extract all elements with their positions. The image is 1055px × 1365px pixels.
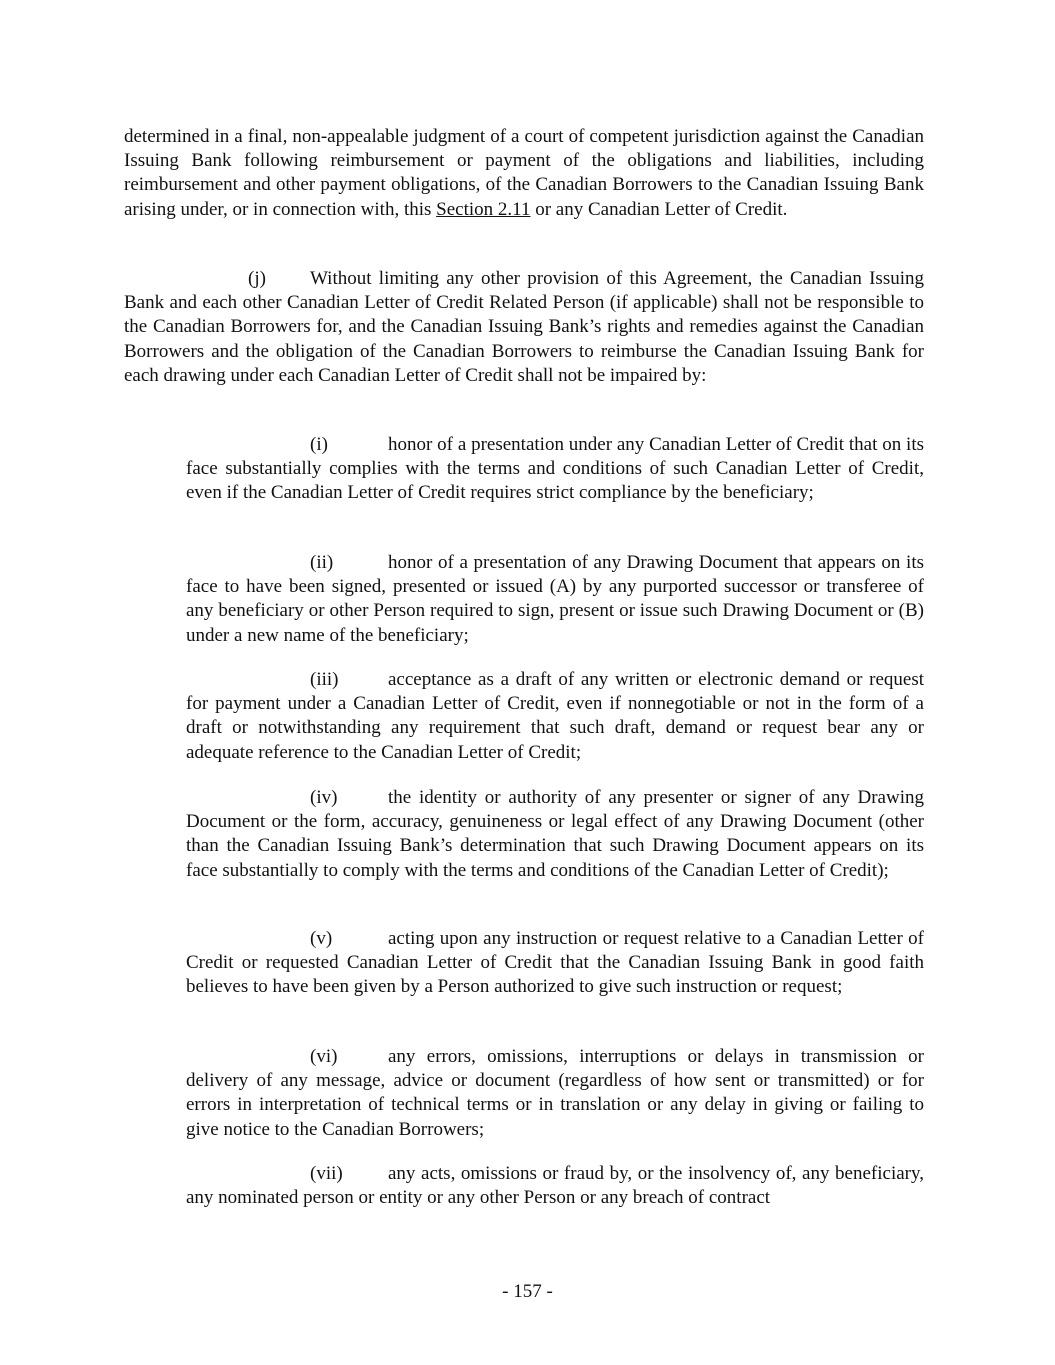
continuation-paragraph	[124, 125, 924, 222]
section-reference-link: Section 2.11	[436, 198, 531, 220]
subclause-text: any errors, omissions, interruptions or delays in transmission or delivery of any message, advice or document (regardless of how sent or transmitted) or for errors in interpretation of technical terms or in translation or any delay in giving or failing to give notice to the Canadian Borrowers;	[186, 1046, 924, 1140]
subclause-text: the identity or authority of any presenter or signer of any Drawing Document or the form, accuracy, genuineness or legal effect of any Drawing Document (other than the Canadian Issuing Bank’s determination that such Drawing Document appears on its face substantially to comply with the terms and conditions of the Canadian Letter of Credit);	[186, 787, 924, 881]
subclause-text: honor of a presentation under any Canadian Letter of Credit that on its face substantially complies with the terms and conditions of such Canadian Letter of Credit, even if the Canadian Letter of Credit requires strict compliance by the beneficiary;	[186, 434, 924, 504]
subclause-marker: (iii)	[310, 669, 339, 690]
subclause-marker: (vii)	[310, 1163, 343, 1184]
continuation-text-after: or any Canadian Letter of Credit.	[530, 198, 788, 220]
subclause-text: any acts, omissions or fraud by, or the insolvency of, any beneficiary, any nominated person or entity or any other Person or any breach of contract	[186, 1163, 924, 1209]
subclause-marker: (ii)	[310, 552, 334, 573]
page-number: - 157 -	[502, 1281, 553, 1302]
subclause-marker: (iv)	[310, 787, 338, 808]
subclause-text: honor of a presentation of any Drawing Document that appears on its face to have been signed, presented or issued (A) by any purported successor or transferee of any beneficiary or other Person required to sign, present or issue such Drawing Document or (B) under a new name of the beneficiary;	[186, 552, 924, 646]
clause-text: Without limiting any other provision of this Agreement, the Canadian Issuing Bank and each other Canadian Letter of Credit Related Person (if applicable) shall not be responsible to the Canadian Borrowers for, and the Canadian Issuing Bank’s rights and remedies against the Canadian Borrowers and the obligation of the Canadian Borrowers to reimburse the Canadian Issuing Bank for each drawing under each Canadian Letter of Credit shall not be impaired by:	[124, 268, 924, 386]
subclause-text: acting upon any instruction or request relative to a Canadian Letter of Credit or requested Canadian Letter of Credit that the Canadian Issuing Bank in good faith believes to have been given by a Person authorized to give such instruction or request;	[186, 928, 924, 998]
subclause-text: acceptance as a draft of any written or electronic demand or request for payment under a Canadian Letter of Credit, even if nonnegotiable or not in the form of a draft or notwithstanding any requirement that such draft, demand or request bear any or adequate reference to the Canadian Letter of Credit;	[186, 669, 924, 763]
subclause-marker: (vi)	[310, 1046, 338, 1067]
subclause-marker: (i)	[310, 434, 328, 455]
subclause-v	[186, 927, 924, 1000]
subclause-i	[186, 433, 924, 506]
subclause-iv	[186, 786, 924, 883]
clause-marker: (j)	[248, 268, 266, 289]
subclause-vi	[186, 1045, 924, 1142]
subclause-marker: (v)	[310, 928, 333, 949]
subclause-ii	[186, 551, 924, 648]
subclause-iii	[186, 668, 924, 765]
subclause-vii	[186, 1162, 924, 1210]
continuation-text-before: determined in a final, non-appealable judgment of a court of competent jurisdiction against the Canadian Issuing Bank following reimbursement or payment of the obligations and liabilities, including reimbursement and other payment obligations, of the Canadian Borrowers to the Canadian Issuing Bank arising under, or in connection with, this	[124, 126, 924, 220]
clause-j-paragraph	[124, 267, 924, 388]
